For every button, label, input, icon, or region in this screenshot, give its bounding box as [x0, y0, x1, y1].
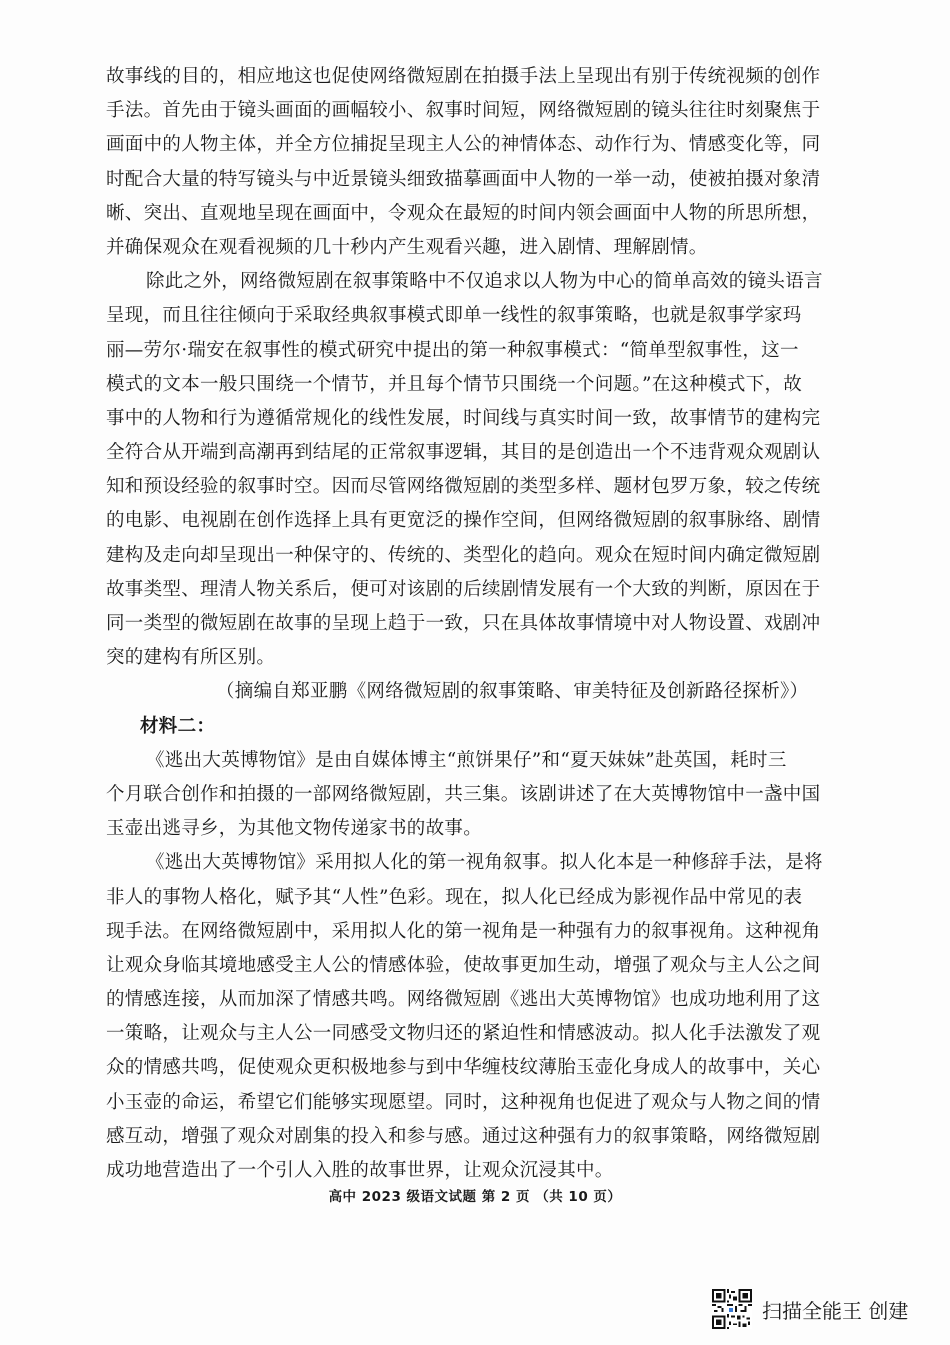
text-line: 《逃出大英博物馆》采用拟人化的第一视角叙事。拟人化本是一种修辞手法，是将: [146, 852, 823, 874]
text-line: 建构及走向却呈现出一种保守的、传统的、类型化的趋向。观众在短时间内确定微短剧: [106, 544, 821, 566]
text-line: 知和预设经验的叙事时空。因而尽管网络微短剧的类型多样、题材包罗万象，较之传统: [106, 476, 821, 498]
text-line: 小玉壶的命运，希望它们能够实现愿望。同时，这种视角也促进了观众与人物之间的情: [106, 1091, 821, 1113]
text-line: 一策略，让观众与主人公一同感受文物归还的紧迫性和情感波动。拟人化手法激发了观: [106, 1023, 821, 1045]
text-line: 成功地营造出了一个引人入胜的故事世界，让观众沉浸其中。: [106, 1160, 614, 1181]
citation-line: （摘编自郑亚鹏《网络微短剧的叙事策略、审美特征及创新路径探析》）: [216, 681, 809, 703]
page-footer: 高中 2023 级语文试题 第 2 页 （共 10 页）: [328, 1189, 622, 1205]
text-line: 感互动，增强了观众对剧集的投入和参与感。通过这种强有力的叙事策略，网络微短剧: [106, 1125, 821, 1147]
text-line: 玉壶出逃寻乡，为其他文物传递家书的故事。: [106, 818, 483, 840]
text-line: 晰、突出、直观地呈现在画面中，令观众在最短的时间内领会画面中人物的所思所想，: [106, 202, 821, 224]
text-line: 故事线的目的，相应地这也促使网络微短剧在拍摄手法上呈现出有别于传统视频的创作: [106, 66, 821, 87]
text-line: 个月联合创作和拍摄的一部网络微短剧，共三集。该剧讲述了在大英博物馆中一盏中国: [106, 783, 821, 805]
text-line: 事中的人物和行为遵循常规化的线性发展，时间线与真实时间一致，故事情节的建构完: [106, 407, 821, 429]
text-line: 画面中的人物主体，并全方位捕捉呈现主人公的神情体态、动作行为、情感变化等，同: [106, 134, 821, 156]
text-line: 手法。首先由于镜头画面的画幅较小、叙事时间短，网络微短剧的镜头往往时刻聚焦于: [106, 100, 821, 122]
text-line: 时配合大量的特写镜头与中近景镜头细致描摹画面中人物的一举一动，使被拍摄对象清: [106, 168, 821, 190]
text-line: 突的建构有所区别。: [106, 647, 276, 669]
text-line: 同一类型的微短剧在故事的呈现上趋于一致，只在具体故事情境中对人物设置、戏剧冲: [106, 613, 821, 634]
text-line: 现手法。在网络微短剧中，采用拟人化的第一视角是一种强有力的叙事视角。这种视角: [106, 920, 821, 942]
text-line: 让观众身临其境地感受主人公的情感体验，使故事更加生动，增强了观众与主人公之间: [106, 954, 821, 976]
paragraph: [106, 265, 823, 675]
text-line: 《逃出大英博物馆》是由自媒体博主“煎饼果仔”和“夏天妹妹”赴英国，耗时三: [146, 749, 787, 771]
scanner-label: 扫描全能王 创建: [762, 1298, 909, 1323]
text-line: 并确保观众在观看视频的几十秒内产生观看兴趣，进入剧情、理解剧情。: [106, 236, 708, 258]
text-line: 模式的文本一般只围绕一个情节，并且每个情节只围绕一个问题。”在这种模式下，故: [106, 373, 803, 395]
paragraph: [106, 744, 821, 847]
text-line: 除此之外，网络微短剧在叙事策略中不仅追求以人物为中心的简单高效的镜头语言: [146, 271, 823, 293]
text-line: 的情感连接，从而加深了情感共鸣。网络微短剧《逃出大英博物馆》也成功地利用了这: [106, 989, 821, 1011]
scanner-watermark: [712, 1289, 908, 1329]
article-body: [106, 60, 823, 1188]
paragraph: [106, 846, 823, 1188]
text-line: 众的情感共鸣，促使观众更积极地参与到中华缠枝纹薄胎玉壶化身成人的故事中，关心: [106, 1057, 821, 1079]
text-line: 呈现，而且往往倾向于采取经典叙事模式即单一线性的叙事策略，也就是叙事学家玛: [106, 305, 802, 327]
paragraph: [106, 60, 821, 265]
text-line: 非人的事物人格化，赋予其“人性”色彩。现在，拟人化已经成为影视作品中常见的表: [106, 886, 803, 908]
text-line: 故事类型、理清人物关系后，便可对该剧的后续剧情发展有一个大致的判断，原因在于: [106, 578, 821, 600]
qr-code-icon: [712, 1289, 752, 1329]
section-heading: [106, 710, 806, 744]
text-line: 丽—劳尔·瑞安在叙事性的模式研究中提出的第一种叙事模式：“简单型叙事性，这一: [106, 339, 799, 361]
source-citation: [106, 675, 809, 709]
text-line: 全符合从开端到高潮再到结尾的正常叙事逻辑，其目的是创造出一个不违背观众观剧认: [106, 442, 821, 464]
text-line: 的电影、电视剧在创作选择上具有更宽泛的操作空间，但网络微短剧的叙事脉络、剧情: [106, 510, 821, 532]
heading-line: 材料二：: [140, 715, 216, 737]
